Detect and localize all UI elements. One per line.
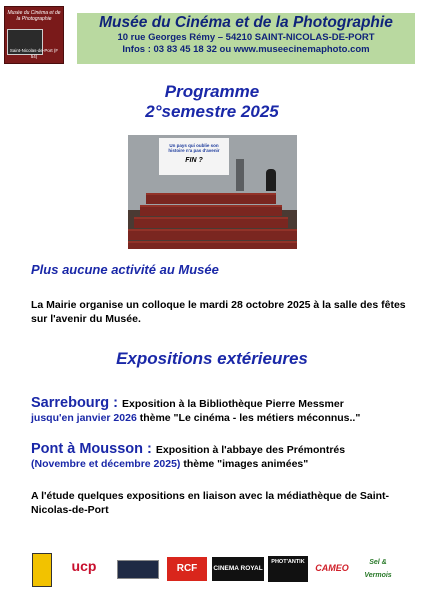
header-box: [77, 13, 415, 64]
photo-person: [266, 169, 276, 191]
seat-row: [140, 205, 282, 216]
seat-row: [128, 229, 297, 240]
rcf-logo: RCF: [167, 557, 207, 581]
logo-text-top: Musée du Cinéma et de la Photographie: [7, 10, 61, 22]
seat-row: [146, 193, 276, 204]
exhibitions-note: A l'étude quelques expositions en liaison avec la médiathèque de Saint-Nicolas-de-Port: [31, 490, 390, 516]
museum-title: Musée du Cinéma et de la Photographie: [99, 14, 393, 31]
header: [0, 0, 424, 67]
city-crest-logo: [32, 553, 52, 587]
exhibition-venue: Exposition à la Bibliothèque Pierre Messmer: [122, 398, 344, 410]
program-period: 2°semestre 2025: [145, 102, 279, 121]
cinema-royal-logo: CINEMA ROYAL: [212, 557, 264, 581]
screen-text: Un pays qui oublie son histoire n'a pas d'avenir: [168, 143, 220, 153]
photo-door: [236, 159, 244, 191]
exhibition-pont-a-mousson: [31, 442, 406, 471]
partner-logo-dark: [117, 560, 159, 579]
exhibitions-title: Expositions extérieures: [116, 349, 308, 368]
seat-row: [128, 241, 297, 249]
exhibition-city: Sarrebourg :: [31, 395, 123, 411]
museum-address: 10 rue Georges Rémy – 54210 SAINT-NICOLAS-DE-PORT: [117, 32, 375, 43]
screen-fin: FIN ?: [185, 157, 203, 164]
ucp-logo: ucp: [71, 558, 97, 574]
exhibition-theme: thème "Le cinéma - les métiers méconnus..": [136, 412, 361, 424]
logo-text-bottom: Saint-Nicolas-de-Port (F 54): [9, 48, 59, 59]
exhibition-theme: thème "images animées": [180, 458, 309, 470]
cinema-hall-photo: [128, 135, 297, 249]
cameo-logo: CAMEO: [315, 563, 349, 573]
exhibition-dates: jusqu'en janvier 2026: [31, 412, 137, 424]
partner-logos: [0, 553, 424, 589]
exhibition-venue: Exposition à l'abbaye des Prémontrés: [155, 444, 346, 456]
exhibition-dates: (Novembre et décembre 2025): [31, 458, 181, 470]
museum-logo: [4, 6, 64, 64]
notice-text: La Mairie organise un colloque le mardi 28 octobre 2025 à la salle des fêtes sur l'avenir du Musée.: [31, 299, 406, 325]
sel-vermois-logo: Sel & Vermois: [364, 559, 392, 579]
exhibition-sarrebourg: [31, 396, 406, 425]
seat-row: [134, 217, 288, 228]
program-title: Programme: [164, 82, 260, 101]
museum-contact: Infos : 03 83 45 18 32 ou www.museecinemaphoto.com: [122, 44, 370, 55]
photantik-logo: PHOT'ANTIK: [268, 556, 308, 582]
exhibition-city: Pont à Mousson :: [31, 441, 156, 457]
notice-title: Plus aucune activité au Musée: [31, 262, 219, 277]
